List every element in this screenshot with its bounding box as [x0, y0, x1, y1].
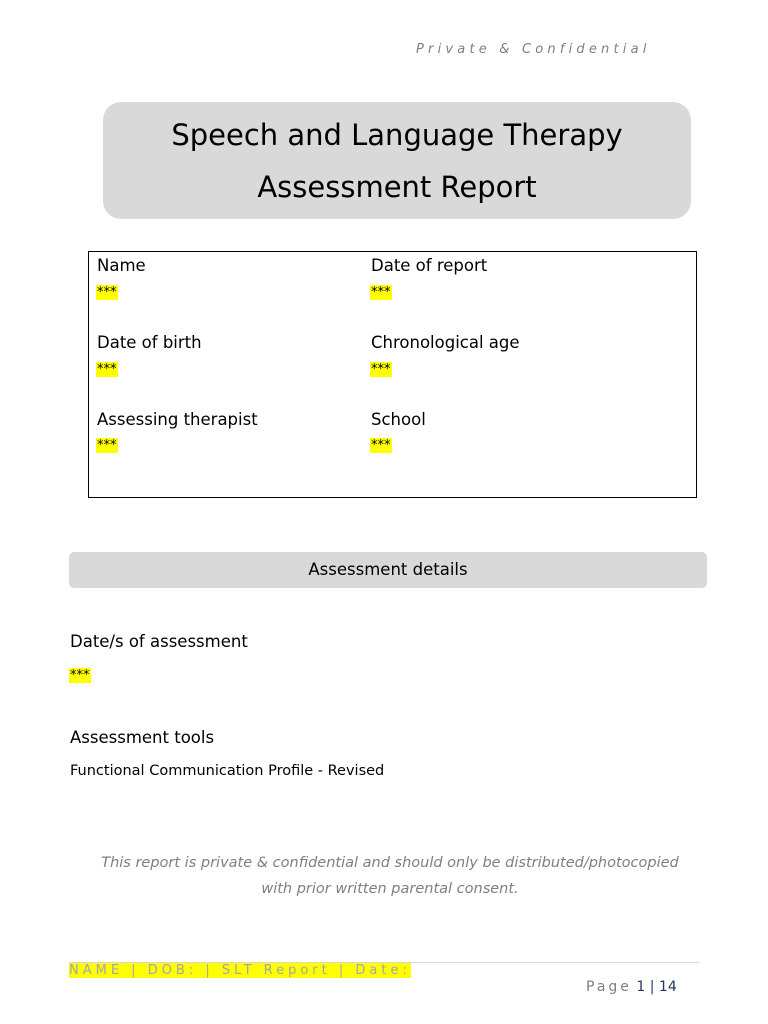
report-title-box	[103, 102, 691, 219]
confidential-header: Private & Confidential	[416, 42, 651, 57]
client-info-box	[88, 251, 697, 498]
page-separator: |	[649, 979, 655, 995]
school-label: School	[371, 410, 426, 429]
report-date-value: ***	[371, 285, 391, 300]
dob-label: Date of birth	[97, 333, 202, 352]
dob-value: ***	[97, 362, 117, 377]
page-number	[586, 978, 677, 996]
report-title-line-2: Assessment Report	[257, 170, 537, 204]
assessment-details-heading: Assessment details	[69, 552, 707, 588]
confidentiality-notice	[60, 850, 720, 902]
report-date-label: Date of report	[371, 256, 488, 275]
confidentiality-notice-line-2: with prior written parental consent.	[261, 881, 519, 897]
chronological-age-value: ***	[371, 362, 391, 377]
name-value: ***	[97, 285, 117, 300]
confidentiality-notice-line-1: This report is private & confidential and should only be distributed/photocopied	[101, 855, 679, 871]
assessment-tools-label: Assessment tools	[70, 728, 215, 747]
name-label: Name	[97, 256, 146, 275]
page-current: 1	[636, 979, 646, 995]
report-title-line-1: Speech and Language Therapy	[171, 118, 623, 152]
assessment-dates-label: Date/s of assessment	[70, 632, 248, 651]
chronological-age-label: Chronological age	[371, 333, 520, 352]
page-total: 14	[658, 979, 677, 995]
page-word: Page	[586, 979, 632, 995]
assessing-therapist-label: Assessing therapist	[97, 410, 258, 429]
assessment-tools-value: Functional Communication Profile - Revised	[70, 763, 385, 779]
assessing-therapist-value: ***	[97, 438, 117, 453]
school-value: ***	[371, 438, 391, 453]
footer-document-info: NAME | DOB: | SLT Report | Date:	[69, 963, 411, 978]
assessment-dates-value: ***	[70, 668, 90, 683]
